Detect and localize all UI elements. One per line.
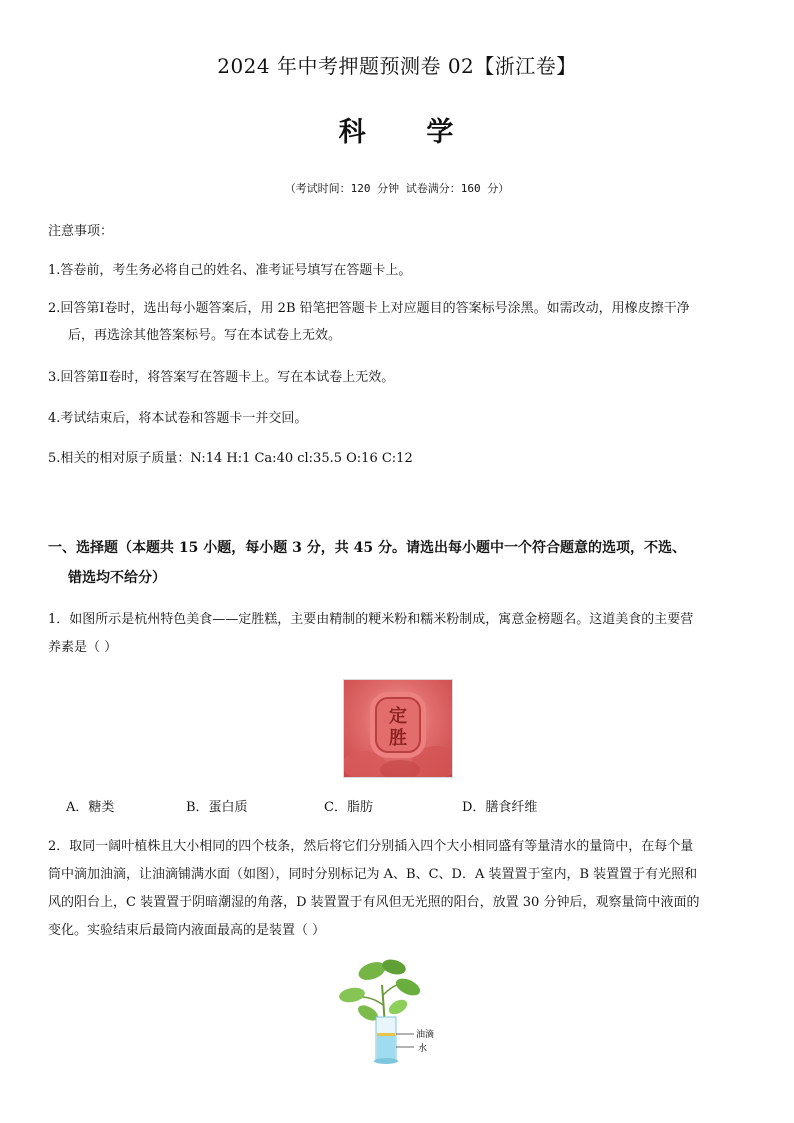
section-title-line: 一、选择题（本题共 15 小题，每小题 3 分，共 45 分。请选出每小题中一个符合题意的选项，不选、: [48, 540, 686, 556]
question-2-line: 变化。实验结束后最筒内液面最高的是装置（ ）: [48, 923, 326, 938]
label-water: 水: [418, 1044, 428, 1054]
option-d: D．膳食纤维: [462, 800, 538, 815]
question-1: [48, 606, 753, 662]
cake-char-top: 定: [389, 706, 407, 727]
note-line-cont: 后，再选涂其他答案标号。写在本试卷上无效。: [68, 328, 342, 343]
note-item: 5.相关的相对原子质量：N:14 H:1 Ca:40 cl:35.5 O:16 C:12: [48, 451, 413, 466]
exam-meta: （考试时间：120 分钟 试卷满分：160 分）: [284, 182, 510, 195]
subject-title: [0, 110, 794, 149]
subject-char-1: 科: [338, 117, 368, 148]
note-item: [48, 295, 753, 349]
question-2: [48, 833, 753, 945]
option-c: C．脂肪: [324, 800, 373, 815]
note-item: 4.考试结束后，将本试卷和答题卡一并交回。: [48, 411, 308, 426]
notes-heading: 注意事项：: [48, 224, 114, 239]
note-item: 1.答卷前，考生务必将自己的姓名、准考证号填写在答题卡上。: [48, 263, 412, 278]
label-oil: 油滴: [416, 1030, 435, 1040]
question-2-line: 2．取同一阔叶植株且大小相同的四个枝条，然后将它们分别插入四个大小相同盛有等量清水的量筒中，在每个量: [48, 839, 694, 854]
section-title: [48, 533, 758, 593]
section-title-line-cont: 错选均不给分）: [68, 570, 166, 586]
question-2-line: 筒中滴加油滴，让油滴铺满水面（如图），同时分别标记为 A、B、C、D．A 装置置于室内，B 装置置于有光照和: [48, 867, 698, 882]
question-2-line: 风的阳台上，C 装置置于阴暗潮湿的角落，D 装置置于有风但无光照的阳台，放置 30 分钟后，观察量筒中液面的: [48, 895, 700, 910]
note-line: 2.回答第Ⅰ卷时，选出每小题答案后，用 2B 铅笔把答题卡上对应题目的答案标号涂黑。如需改动，用橡皮擦干净: [48, 301, 690, 316]
option-a: A．糖类: [66, 800, 115, 815]
cake-char-bottom: 胜: [389, 728, 407, 749]
plant-cylinder-figure: [338, 955, 468, 1067]
option-b: B．蛋白质: [186, 800, 248, 815]
question-1-line: 养素是（ ）: [48, 640, 118, 655]
exam-title: 2024 年中考押题预测卷 02【浙江卷】: [217, 54, 577, 78]
question-1-line: 1．如图所示是杭州特色美食——定胜糕，主要由精制的粳米粉和糯米粉制成，寓意金榜题名。这道美食的主要营: [48, 612, 694, 627]
note-item: 3.回答第Ⅱ卷时，将答案写在答题卡上。写在本试卷上无效。: [48, 370, 395, 385]
subject-char-2: 学: [426, 117, 456, 148]
dingsheng-cake-image: [343, 679, 453, 778]
